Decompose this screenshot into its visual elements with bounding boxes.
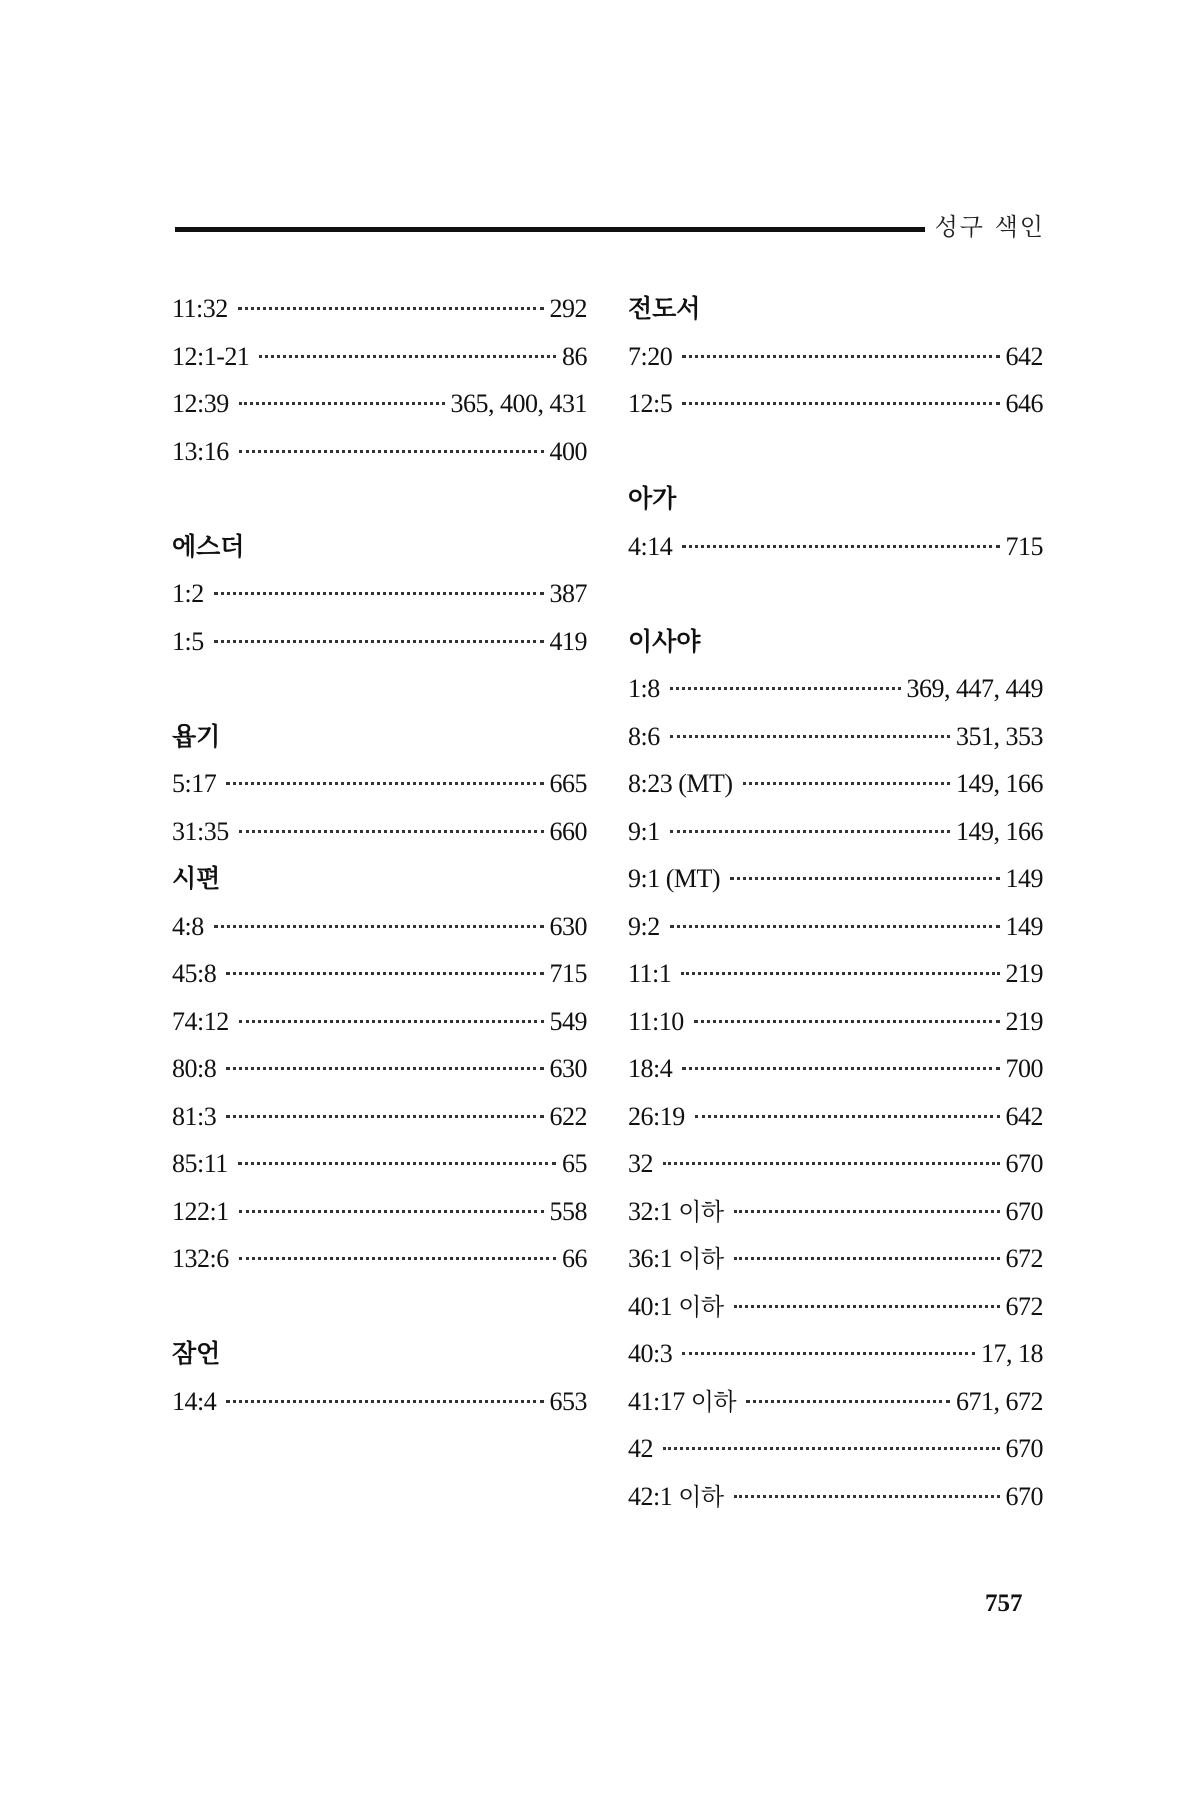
- dot-leader: [734, 1305, 1000, 1308]
- page-refs: 419: [549, 626, 587, 656]
- dot-leader: [239, 1210, 544, 1213]
- spacer: [628, 570, 1043, 618]
- index-entry: [628, 665, 1043, 713]
- index-entry: [628, 523, 1043, 571]
- page-refs: 670: [1005, 1149, 1043, 1178]
- dot-leader: [682, 1352, 975, 1355]
- verse-number: 32:1: [628, 1196, 673, 1226]
- dot-leader: [670, 687, 901, 690]
- verse-ref: 122:1: [172, 1196, 229, 1226]
- verse-ref: [628, 1045, 672, 1093]
- verse-ref: [628, 1378, 736, 1427]
- verse-ref: 31:35: [172, 816, 229, 846]
- page-refs: 700: [1005, 1054, 1043, 1083]
- dot-leader: [734, 1495, 1000, 1498]
- page-refs: 369, 447, 449: [906, 674, 1043, 703]
- page-refs: 646: [1005, 389, 1043, 418]
- index-section-psalms: [172, 855, 587, 1283]
- index-section-isaiah: [628, 618, 1043, 1521]
- dot-leader: [730, 877, 999, 880]
- index-section-song: [628, 475, 1043, 570]
- page-refs: 660: [549, 816, 587, 846]
- index-entry: [172, 998, 587, 1046]
- dot-leader: [226, 1400, 543, 1403]
- dot-leader: [239, 450, 544, 453]
- verse-number: 42:1: [628, 1481, 673, 1511]
- section-heading: 잠언: [172, 1339, 221, 1368]
- index-entry: [172, 808, 587, 856]
- verse-ref: 13:16: [172, 436, 229, 466]
- verse-ref: 81:3: [172, 1101, 217, 1131]
- dot-leader: [670, 830, 950, 833]
- page-refs: 365, 400, 431: [450, 389, 587, 418]
- index-entry: [172, 570, 587, 618]
- page-refs: 400: [549, 436, 587, 466]
- left-column: [172, 285, 587, 1425]
- spacer: [172, 475, 587, 523]
- index-entry: [172, 380, 587, 428]
- verse-number: 8:23 (MT): [628, 769, 733, 798]
- index-section-job: [172, 713, 587, 856]
- verse-number: 9:1 (MT): [628, 864, 721, 893]
- verse-ref: [628, 713, 660, 761]
- verse-ref: [628, 1093, 685, 1141]
- page-refs: 219: [1005, 1006, 1043, 1036]
- dot-leader: [226, 1115, 543, 1118]
- page-refs: 149, 166: [956, 769, 1043, 798]
- dot-leader: [238, 307, 544, 310]
- verse-ref: [628, 1140, 653, 1188]
- index-entry: [628, 808, 1043, 856]
- spacer: [628, 428, 1043, 476]
- page-refs: 149, 166: [956, 816, 1043, 846]
- verse-ref: [628, 903, 660, 951]
- verse-ref: [628, 855, 720, 903]
- index-entry: [172, 903, 587, 951]
- verse-ref: 45:8: [172, 959, 217, 988]
- verse-ref: 1:2: [172, 579, 204, 608]
- verse-ref: [628, 760, 733, 808]
- dot-leader: [214, 592, 544, 595]
- verse-number: 42: [628, 1434, 653, 1463]
- header-rule: [175, 227, 925, 232]
- dot-leader: [670, 925, 1000, 928]
- index-entry: [172, 1235, 587, 1283]
- verse-ref: [628, 1330, 672, 1378]
- page-refs: 670: [1005, 1434, 1043, 1463]
- page-refs: 66: [562, 1244, 587, 1273]
- page-refs: 715: [1005, 531, 1043, 561]
- dot-leader: [734, 1210, 1000, 1213]
- header-title: 성구 색인: [934, 213, 1045, 241]
- page-refs: 86: [562, 341, 587, 371]
- verse-number: 9:1: [628, 816, 660, 846]
- index-entry: [172, 760, 587, 808]
- index-entry: [628, 855, 1043, 903]
- verse-number: 32: [628, 1149, 653, 1178]
- verse-ref: 132:6: [172, 1244, 229, 1273]
- index-entry: [172, 1188, 587, 1236]
- index-entry: [172, 1093, 587, 1141]
- verse-suffix: 이하: [678, 1245, 724, 1273]
- page-refs: 292: [549, 294, 587, 323]
- dot-leader: [226, 972, 543, 975]
- verse-ref: [628, 808, 660, 856]
- dot-leader: [226, 782, 543, 785]
- verse-ref: 11:32: [172, 294, 228, 323]
- section-heading: 아가: [628, 484, 677, 513]
- dot-leader: [694, 1020, 1000, 1023]
- verse-ref: 85:11: [172, 1149, 228, 1178]
- page-refs: 672: [1005, 1244, 1043, 1273]
- dot-leader: [214, 925, 544, 928]
- page-refs: 670: [1005, 1481, 1043, 1511]
- section-heading: 전도서: [628, 294, 701, 323]
- section-heading: 이사야: [628, 626, 701, 656]
- verse-ref: [628, 998, 684, 1046]
- index-entry: [628, 1188, 1043, 1236]
- page-refs: 653: [549, 1386, 587, 1416]
- page-refs: 351, 353: [956, 721, 1043, 751]
- verse-suffix: 이하: [690, 1387, 737, 1416]
- index-entry: [628, 1473, 1043, 1521]
- index-entry: [628, 333, 1043, 381]
- dot-leader: [681, 972, 999, 975]
- verse-number: 11:1: [628, 959, 672, 988]
- index-entry: [172, 618, 587, 666]
- verse-suffix: 이하: [678, 1292, 724, 1321]
- verse-suffix: 이하: [678, 1482, 724, 1511]
- index-entry: [172, 333, 587, 381]
- index-section-ecclesiastes: [628, 285, 1043, 428]
- verse-ref: 14:4: [172, 1386, 217, 1416]
- index-entry: [628, 1140, 1043, 1188]
- verse-number: 40:1: [628, 1291, 673, 1321]
- index-section-esther: [172, 523, 587, 666]
- index-entry: [628, 1283, 1043, 1331]
- page-refs: 715: [549, 959, 587, 988]
- index-entry: [172, 428, 587, 476]
- verse-ref: 4:8: [172, 911, 204, 941]
- page-refs: 665: [549, 769, 587, 798]
- dot-leader: [239, 402, 445, 405]
- page-number: 757: [985, 1590, 1023, 1617]
- page-refs: 622: [549, 1101, 587, 1131]
- verse-number: 18:4: [628, 1054, 673, 1083]
- dot-leader: [663, 1447, 1000, 1450]
- page-refs: 630: [549, 1054, 587, 1083]
- dot-leader: [239, 830, 544, 833]
- dot-leader: [226, 1067, 543, 1070]
- dot-leader: [663, 1162, 1000, 1165]
- verse-number: 40:3: [628, 1339, 673, 1368]
- verse-ref: 1:5: [172, 626, 204, 656]
- page-refs: 17, 18: [981, 1339, 1043, 1368]
- index-entry: [172, 1140, 587, 1188]
- index-group-continued: [172, 285, 587, 475]
- verse-number: 36:1: [628, 1244, 673, 1273]
- index-entry: [628, 1378, 1043, 1426]
- verse-number: 9:2: [628, 911, 660, 941]
- page-refs: 642: [1005, 341, 1043, 371]
- index-entry: [172, 950, 587, 998]
- index-entry: [628, 1045, 1043, 1093]
- dot-leader: [670, 735, 950, 738]
- index-entry: [628, 1235, 1043, 1283]
- right-column: [628, 285, 1043, 1520]
- verse-ref: [628, 1283, 724, 1332]
- verse-ref: 80:8: [172, 1054, 217, 1083]
- index-entry: [172, 1045, 587, 1093]
- verse-ref: [628, 1235, 724, 1284]
- verse-ref: [628, 665, 660, 713]
- page-refs: 672: [1005, 1291, 1043, 1321]
- section-heading: 욥기: [172, 721, 221, 751]
- index-entry: [628, 903, 1043, 951]
- dot-leader: [746, 1400, 950, 1403]
- verse-ref: 12:5: [628, 389, 673, 418]
- index-entry: [628, 1330, 1043, 1378]
- index-entry: [628, 998, 1043, 1046]
- verse-ref: 12:39: [172, 389, 229, 418]
- index-entry: [628, 760, 1043, 808]
- index-entry: [628, 380, 1043, 428]
- section-heading: 시편: [172, 864, 221, 893]
- index-entry: [172, 1378, 587, 1426]
- verse-ref: [628, 1473, 724, 1522]
- index-entry: [628, 1093, 1043, 1141]
- dot-leader: [682, 355, 999, 358]
- spacer: [172, 1283, 587, 1331]
- index-entry: [628, 713, 1043, 761]
- dot-leader: [214, 640, 544, 643]
- page-refs: 387: [549, 579, 587, 608]
- section-heading: 에스더: [172, 531, 245, 561]
- verse-ref: [628, 1188, 724, 1237]
- page-refs: 670: [1005, 1196, 1043, 1226]
- page-refs: 219: [1005, 959, 1043, 988]
- page-refs: 642: [1005, 1101, 1043, 1131]
- page-refs: 149: [1005, 911, 1043, 941]
- page-refs: 671, 672: [956, 1386, 1043, 1416]
- verse-number: 41:17: [628, 1386, 685, 1416]
- verse-number: 8:6: [628, 721, 660, 751]
- page-refs: 630: [549, 911, 587, 941]
- dot-leader: [239, 1257, 556, 1260]
- verse-suffix: 이하: [678, 1197, 724, 1226]
- verse-ref: [628, 1425, 653, 1473]
- page-refs: 65: [562, 1149, 587, 1178]
- verse-number: 26:19: [628, 1101, 685, 1131]
- dot-leader: [239, 1020, 544, 1023]
- dot-leader: [238, 1162, 556, 1165]
- page-refs: 558: [549, 1196, 587, 1226]
- verse-number: 1:8: [628, 674, 660, 703]
- page-refs: 149: [1005, 864, 1043, 893]
- verse-ref: 5:17: [172, 769, 217, 798]
- index-entry: [628, 1425, 1043, 1473]
- dot-leader: [695, 1115, 1000, 1118]
- dot-leader: [682, 402, 999, 405]
- dot-leader: [259, 355, 556, 358]
- dot-leader: [734, 1257, 1000, 1260]
- verse-number: 11:10: [628, 1006, 684, 1036]
- verse-ref: 4:14: [628, 531, 673, 561]
- running-header: [175, 207, 1045, 247]
- index-section-proverbs: [172, 1330, 587, 1425]
- index-entry: [628, 950, 1043, 998]
- dot-leader: [682, 545, 999, 548]
- dot-leader: [682, 1067, 999, 1070]
- verse-ref: 7:20: [628, 341, 673, 371]
- verse-ref: [628, 950, 671, 998]
- verse-ref: 12:1-21: [172, 341, 250, 371]
- dot-leader: [743, 782, 950, 785]
- page-refs: 549: [549, 1006, 587, 1036]
- verse-ref: 74:12: [172, 1006, 229, 1036]
- spacer: [172, 665, 587, 713]
- index-entry: [172, 285, 587, 333]
